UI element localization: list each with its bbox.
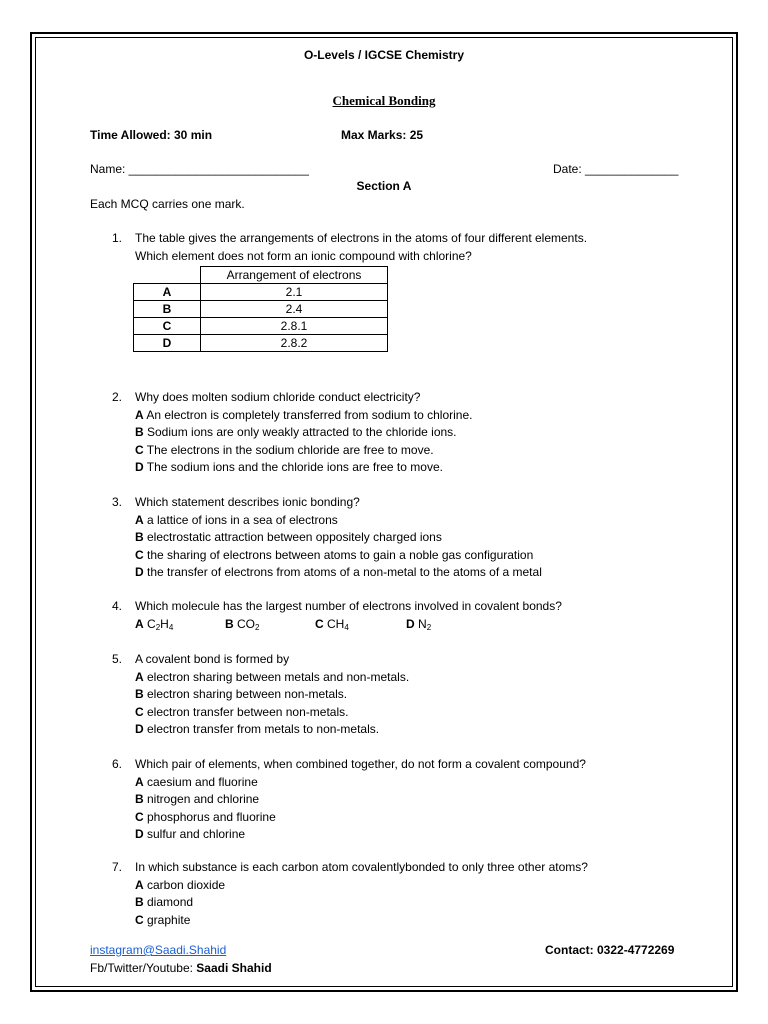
option-d [135,721,409,739]
option-text: a lattice of ions in a sea of electrons [143,512,338,527]
formula-subscript: 2 [426,622,432,632]
social-name: Saadi Shahid [196,961,272,975]
option-letter: A [135,512,144,527]
option-d [406,616,431,634]
option-letter: D [135,827,144,841]
element-arrangement: 2.8.1 [201,318,388,335]
question-stem: In which substance is each carbon atom covalentlybonded to only three other atoms? [135,860,588,874]
formula-part: CH [327,616,345,631]
option-text: electron sharing between non-metals. [143,687,348,701]
table-header-row [134,267,388,284]
option-b [135,529,542,547]
option-letter: A [135,877,144,892]
question-number: 4. [112,599,123,613]
max-marks: Max Marks: 25 [341,128,424,142]
option-letter: C [135,809,144,824]
formula-subscript: 4 [344,622,349,632]
option-text: electrostatic attraction between oppositely charged ions [143,530,442,544]
table-row [134,301,388,318]
element-arrangement: 2.1 [201,284,388,301]
question-stem: Which statement describes ionic bonding? [135,495,360,509]
option-letter: A [135,616,144,631]
option-b [135,686,409,704]
option-text: electron transfer from metals to non-metals. [143,722,380,736]
option-text: diamond [143,895,194,909]
option-a [135,877,588,895]
contact-number: Contact: 0322-4772269 [545,943,675,957]
question-stem: Which pair of elements, when combined together, do not form a covalent compound? [135,757,586,771]
option-d [135,564,542,582]
option-text: the transfer of electrons from atoms of a non-metal to the atoms of a metal [143,565,542,579]
instagram-link[interactable]: instagram@Saadi.Shahid [90,943,227,957]
option-text: caesium and fluorine [143,774,258,789]
formula-options [135,616,465,634]
section-heading: Section A [356,179,412,193]
option-text: sulfur and chlorine [143,827,246,841]
formula-subscript: 2 [155,622,161,632]
option-letter: B [135,895,144,909]
question-number: 3. [112,495,123,509]
option-text: graphite [143,912,191,927]
formula-part: CO [237,616,256,631]
question-number: 6. [112,757,123,771]
option-letter: C [315,616,324,631]
question-stem: Why does molten sodium chloride conduct electricity? [135,390,421,404]
question-number: 5. [112,652,123,666]
option-letter: D [406,616,415,631]
option-c [135,442,472,460]
table-corner-cell [134,267,201,284]
option-letter: B [225,616,234,631]
option-c [135,704,409,722]
option-b [135,791,586,809]
option-a [135,774,586,792]
question-line: The table gives the arrangements of electrons in the atoms of four different elements. [135,231,588,245]
option-letter: B [135,792,144,806]
option-letter: A [135,669,144,684]
option-text: Sodium ions are only weakly attracted to the chloride ions. [143,425,457,439]
question-number: 7. [112,860,123,874]
name-field: Name: ___________________________ [90,162,309,176]
time-allowed: Time Allowed: 30 min [90,128,213,142]
option-text: carbon dioxide [143,877,226,892]
element-arrangement: 2.8.2 [201,335,388,352]
option-text: phosphorus and fluorine [143,809,276,824]
element-key: D [134,335,201,352]
course-title: O-Levels / IGCSE Chemistry [303,48,465,62]
option-text: An electron is completely transferred from sodium to chlorine. [143,407,473,422]
option-letter: D [135,565,144,579]
element-key: B [134,301,201,318]
option-b [135,424,472,442]
formula-part: N [418,616,427,631]
option-letter: B [135,687,144,701]
question-stem: Which molecule has the largest number of electrons involved in covalent bonds? [135,599,562,613]
option-letter: D [135,460,144,474]
question-number: 2. [112,390,123,404]
formula-subscript: 4 [168,622,174,632]
option-letter: D [135,722,144,736]
element-arrangement: 2.4 [201,301,388,318]
instruction-text: Each MCQ carries one mark. [90,197,245,211]
option-c [315,616,349,634]
option-b [225,616,259,634]
option-b [135,894,588,912]
table-row [134,335,388,352]
option-letter: C [135,547,144,562]
option-letter: C [135,442,144,457]
option-c [135,809,586,827]
formula-subscript: 2 [255,622,260,632]
date-field: Date: ______________ [553,162,679,176]
option-text: nitrogen and chlorine [143,792,260,806]
formula-part: H [160,616,169,631]
table-row [134,284,388,301]
social-handles [90,960,272,978]
option-a [135,616,173,634]
option-letter: B [135,530,144,544]
option-a [135,407,472,425]
option-c [135,912,588,930]
option-d [135,826,586,844]
element-key: A [134,284,201,301]
option-a [135,669,409,687]
option-letter: B [135,425,144,439]
option-letter: C [135,704,144,719]
option-text: electron sharing between metals and non-metals. [143,669,410,684]
question-number: 1. [112,231,123,245]
option-text: The electrons in the sodium chloride are free to move. [143,442,434,457]
option-letter: A [135,774,144,789]
option-letter: C [135,912,144,927]
formula-part: C [147,616,156,631]
question-line: Which element does not form an ionic compound with chlorine? [135,248,472,263]
option-text: the sharing of electrons between atoms to gain a noble gas configuration [143,547,534,562]
electron-arrangement-table [133,266,388,352]
table-header: Arrangement of electrons [201,267,388,284]
question-stem: A covalent bond is formed by [135,652,290,666]
option-c [135,547,542,565]
element-key: C [134,318,201,335]
option-a [135,512,542,530]
social-prefix: Fb/Twitter/Youtube: [90,961,197,975]
option-text: The sodium ions and the chloride ions are free to move. [143,460,443,474]
table-row [134,318,388,335]
option-letter: A [135,407,144,422]
option-text: electron transfer between non-metals. [143,704,349,719]
worksheet-title: Chemical Bonding [332,93,436,108]
option-d [135,459,472,477]
